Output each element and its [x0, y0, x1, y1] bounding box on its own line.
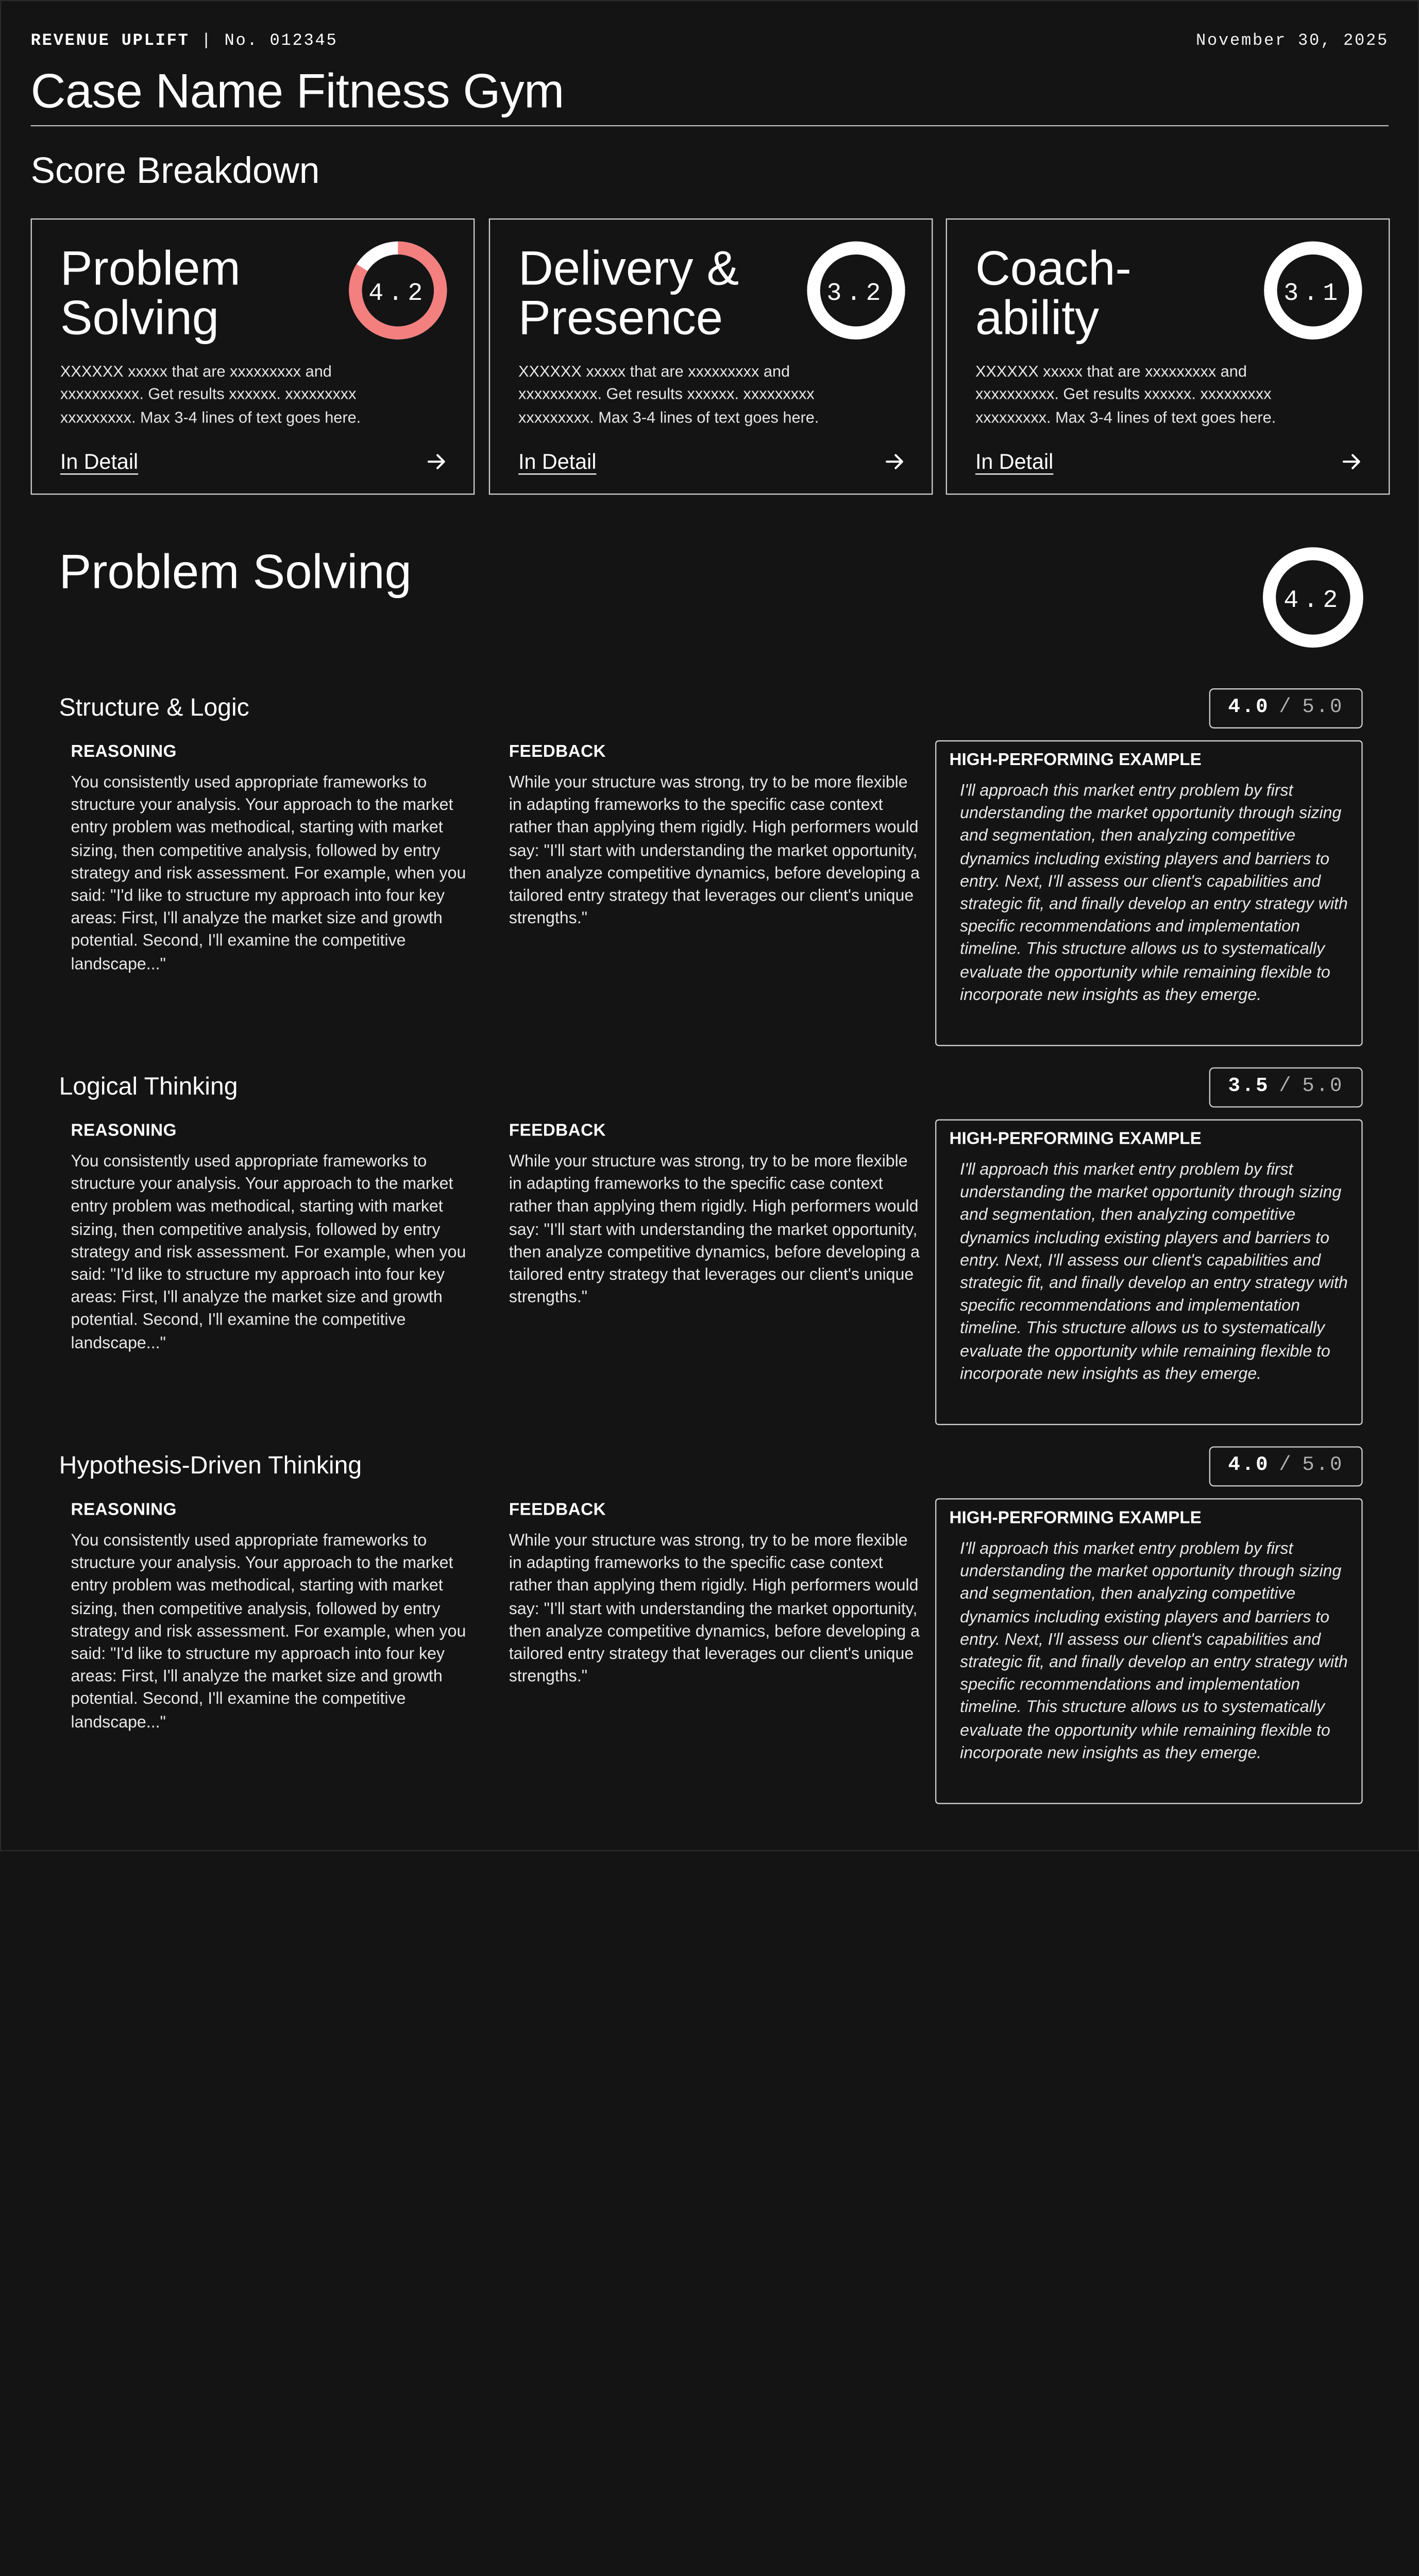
- high-performing-example-box: [935, 1498, 1363, 1804]
- criterion-hypothesis-driven-thinking: [59, 1446, 1363, 1805]
- card-title: Problem Solving: [60, 241, 241, 345]
- header-divider: [31, 125, 1389, 126]
- reasoning-column: [71, 1120, 479, 1354]
- card-description: XXXXXX xxxxx that are xxxxxxxxx and xxxxxxxxxx. Get results xxxxxx. xxxxxxxxx xxxxxxxxx. Max 3-4 lines of text goes here.: [975, 362, 1276, 426]
- criterion-max-score: 5.0: [1302, 697, 1344, 719]
- detail-score: 4.2: [1283, 586, 1343, 615]
- reasoning-column: [71, 740, 479, 975]
- criterion-name: Structure & Logic: [59, 694, 249, 722]
- reasoning-label: REASONING: [71, 742, 177, 762]
- criterion-score: 4.0: [1228, 697, 1270, 719]
- card-title: Coach-ability: [975, 241, 1131, 345]
- reasoning-text: You consistently used appropriate frameworks to structure your analysis. Your approach to the market entry problem was methodical, starting with market sizing, then competitive analysis, followed by entry strategy and risk assessment. For example, when you said: "I'd like to structure my approach into four key areas: First, I'll analyze the market size and growth potential. Second, I'll examine the competitive landscape...": [71, 772, 466, 973]
- example-text: I'll approach this market entry problem by first understanding the market opportunity through sizing and segmentation, then analyzing competitive dynamics including existing players and barriers to entry. Next, I'll assess our client's capabilities and strategic fit, and finally develop an entry strategy with specific recommendations and implementation timeline. This structure allows us to systematically evaluate the opportunity while remaining flexible to incorporate new insights as they emerge.: [960, 780, 1348, 1004]
- feedback-label: FEEDBACK: [509, 1122, 606, 1141]
- in-detail-link[interactable]: In Detail: [518, 450, 597, 473]
- in-detail-link[interactable]: In Detail: [60, 450, 139, 473]
- criterion-score-badge: [1209, 1446, 1363, 1486]
- score-card-delivery-presence: [489, 218, 933, 495]
- high-performing-example-box: [935, 740, 1363, 1046]
- score-ring: [348, 241, 448, 341]
- example-label: HIGH-PERFORMING EXAMPLE: [949, 751, 1202, 770]
- case-title: Case Name Fitness Gym: [30, 63, 564, 118]
- card-score: 4.2: [368, 280, 428, 308]
- reasoning-label: REASONING: [71, 1122, 177, 1141]
- detail-score-ring: [1262, 547, 1364, 648]
- criterion-score-badge: [1209, 688, 1363, 728]
- criterion-max-score: 5.0: [1302, 1075, 1344, 1098]
- card-title: Delivery & Presence: [518, 241, 739, 345]
- score-card-coachability: [946, 218, 1390, 495]
- reasoning-text: You consistently used appropriate frameworks to structure your analysis. Your approach to the market entry problem was methodical, starting with market sizing, then competitive analysis, followed by entry strategy and risk assessment. For example, when you said: "I'd like to structure my approach into four key areas: First, I'll analyze the market size and growth potential. Second, I'll examine the competitive landscape...": [71, 1151, 466, 1352]
- in-detail-link[interactable]: In Detail: [975, 450, 1054, 473]
- score-ring: [806, 241, 906, 341]
- arrow-right-icon[interactable]: [884, 451, 905, 472]
- example-label: HIGH-PERFORMING EXAMPLE: [949, 1130, 1202, 1149]
- feedback-text: While your structure was strong, try to be more flexible in adapting frameworks to the specific case context rather than applying them rigidly. High performers would say: "I'll start with understanding the market opportunity, then analyze competitive dynamics, before developing a tailored entry strategy that leverages our client's unique strengths.": [509, 1151, 920, 1307]
- score-slash: /: [1279, 1075, 1293, 1098]
- criterion-name: Hypothesis-Driven Thinking: [59, 1452, 362, 1480]
- feedback-label: FEEDBACK: [509, 1500, 606, 1520]
- arrow-right-icon[interactable]: [1341, 451, 1362, 472]
- high-performing-example-box: [935, 1120, 1363, 1426]
- feedback-text: While your structure was strong, try to be more flexible in adapting frameworks to the specific case context rather than applying them rigidly. High performers would say: "I'll start with understanding the market opportunity, then analyze competitive dynamics, before developing a tailored entry strategy that leverages our client's unique strengths.": [509, 1530, 920, 1685]
- score-ring: [1263, 241, 1363, 341]
- report-id: [31, 32, 338, 51]
- report-header-bar: [31, 32, 1389, 56]
- report-number: No. 012345: [224, 31, 338, 51]
- feedback-column: [509, 1120, 922, 1309]
- criterion-max-score: 5.0: [1302, 1454, 1344, 1477]
- criterion-structure-logic: [59, 688, 1363, 1047]
- criterion-score: 3.5: [1228, 1075, 1270, 1098]
- card-score: 3.1: [1283, 280, 1343, 308]
- score-card-problem-solving: [31, 218, 475, 495]
- score-slash: /: [1279, 1454, 1293, 1477]
- arrow-right-icon[interactable]: [426, 451, 447, 472]
- criterion-score-badge: [1209, 1067, 1363, 1108]
- criterion-score: 4.0: [1228, 1454, 1270, 1477]
- feedback-label: FEEDBACK: [509, 742, 606, 762]
- card-description: XXXXXX xxxxx that are xxxxxxxxx and xxxxxxxxxx. Get results xxxxxx. xxxxxxxxx xxxxxxxxx. Max 3-4 lines of text goes here.: [518, 362, 819, 426]
- example-text: I'll approach this market entry problem by first understanding the market opportunity through sizing and segmentation, then analyzing competitive dynamics including existing players and barriers to entry. Next, I'll assess our client's capabilities and strategic fit, and finally develop an entry strategy with specific recommendations and implementation timeline. This structure allows us to systematically evaluate the opportunity while remaining flexible to incorporate new insights as they emerge.: [960, 1159, 1348, 1383]
- criterion-name: Logical Thinking: [59, 1073, 238, 1100]
- reasoning-column: [71, 1498, 479, 1733]
- header-separator: |: [201, 31, 213, 51]
- feedback-text: While your structure was strong, try to be more flexible in adapting frameworks to the specific case context rather than applying them rigidly. High performers would say: "I'll start with understanding the market opportunity, then analyze competitive dynamics, before developing a tailored entry strategy that leverages our client's unique strengths.": [509, 772, 920, 927]
- score-slash: /: [1279, 697, 1293, 719]
- example-label: HIGH-PERFORMING EXAMPLE: [949, 1509, 1202, 1528]
- detail-section-title: Problem Solving: [59, 544, 412, 599]
- feedback-column: [509, 1498, 922, 1688]
- card-description: XXXXXX xxxxx that are xxxxxxxxx and xxxxxxxxxx. Get results xxxxxx. xxxxxxxxx xxxxxxxxx. Max 3-4 lines of text goes here.: [60, 362, 361, 426]
- report-date: November 30, 2025: [1195, 31, 1389, 51]
- criterion-logical-thinking: [59, 1067, 1363, 1427]
- feedback-column: [509, 740, 922, 930]
- example-text: I'll approach this market entry problem by first understanding the market opportunity through sizing and segmentation, then analyzing competitive dynamics including existing players and barriers to entry. Next, I'll assess our client's capabilities and strategic fit, and finally develop an entry strategy with specific recommendations and implementation timeline. This structure allows us to systematically evaluate the opportunity while remaining flexible to incorporate new insights as they emerge.: [960, 1538, 1348, 1761]
- score-breakdown-title: Score Breakdown: [30, 150, 320, 192]
- card-score: 3.2: [826, 280, 886, 308]
- brand-name: REVENUE UPLIFT: [30, 31, 190, 51]
- reasoning-label: REASONING: [71, 1500, 177, 1520]
- reasoning-text: You consistently used appropriate frameworks to structure your analysis. Your approach to the market entry problem was methodical, starting with market sizing, then competitive analysis, followed by entry strategy and risk assessment. For example, when you said: "I'd like to structure my approach into four key areas: First, I'll analyze the market size and growth potential. Second, I'll examine the competitive landscape...": [71, 1530, 466, 1731]
